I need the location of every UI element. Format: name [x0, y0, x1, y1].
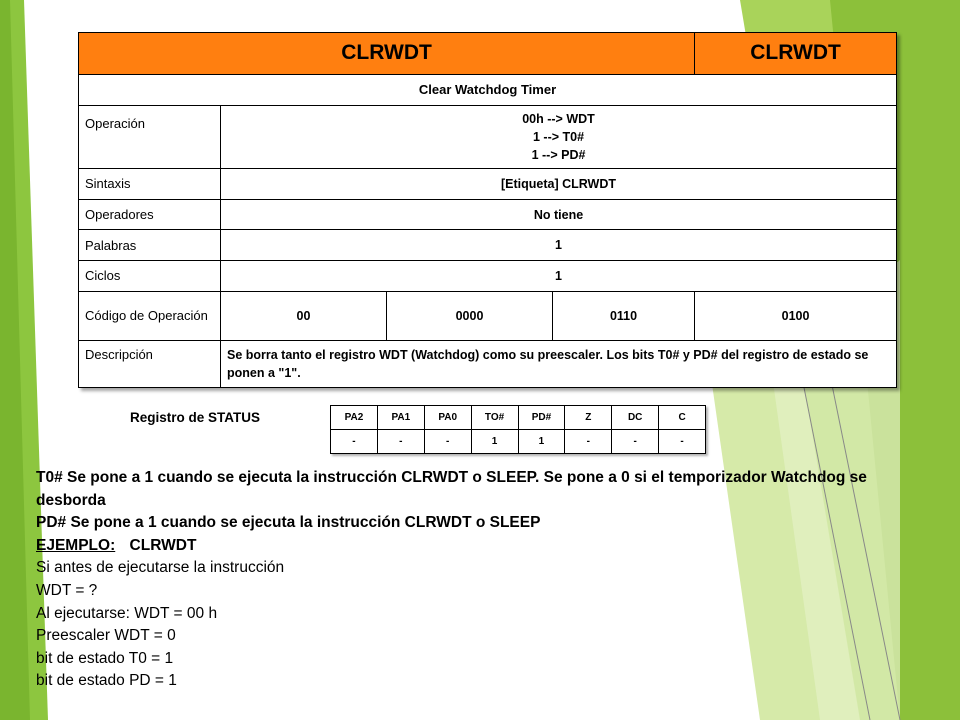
- pd-explanation: PD# Se pone a 1 cuando se ejecuta la instrucción CLRWDT o SLEEP: [36, 514, 541, 532]
- status-values-row: [331, 430, 706, 454]
- example-step: Preescaler WDT = 0: [36, 627, 176, 645]
- row-palabras: [79, 230, 897, 261]
- row-sintaxis: [79, 169, 897, 200]
- codigo-value-3: 0110: [553, 291, 695, 340]
- header-left: CLRWDT: [79, 33, 695, 75]
- status-bit-value: -: [377, 430, 424, 454]
- label-palabras: Palabras: [79, 230, 221, 261]
- operacion-line-3: 1 --> PD#: [531, 147, 586, 162]
- row-codigo: [79, 291, 897, 340]
- status-bit-value: 1: [518, 430, 565, 454]
- row-operacion: [79, 105, 897, 168]
- t0-explanation: T0# Se pone a 1 cuando se ejecuta la instrucción CLRWDT o SLEEP. Se pone a 0 si el temporizador Watchdog se desborda: [36, 469, 867, 509]
- row-operadores: [79, 199, 897, 230]
- value-sintaxis: [Etiqueta] CLRWDT: [221, 169, 897, 200]
- row-descripcion: [79, 340, 897, 387]
- example-step: Si antes de ejecutarse la instrucción: [36, 559, 285, 577]
- status-bit-name: TO#: [471, 406, 518, 430]
- table-subtitle: Clear Watchdog Timer: [79, 74, 897, 105]
- status-bit-name: C: [659, 406, 706, 430]
- example-line: [36, 535, 926, 558]
- operacion-line-1: 00h --> WDT: [522, 111, 595, 126]
- status-bit-name: PA0: [424, 406, 471, 430]
- example-step: WDT = ?: [36, 581, 98, 599]
- value-descripcion: Se borra tanto el registro WDT (Watchdog) como su preescaler. Los bits T0# y PD# del registro de estado se ponen a "1".: [221, 340, 897, 387]
- status-bits-row: [331, 406, 706, 430]
- value-palabras: 1: [221, 230, 897, 261]
- label-sintaxis: Sintaxis: [79, 169, 221, 200]
- status-bit-value: 1: [471, 430, 518, 454]
- status-bit-value: -: [612, 430, 659, 454]
- value-operadores: No tiene: [221, 199, 897, 230]
- example-step: bit de estado T0 = 1: [36, 649, 174, 667]
- value-operacion: [221, 105, 897, 168]
- status-register-label: Registro de STATUS: [130, 410, 261, 425]
- table-header-row: [79, 33, 897, 75]
- label-operadores: Operadores: [79, 199, 221, 230]
- codigo-value-1: 00: [221, 291, 387, 340]
- row-ciclos: [79, 261, 897, 292]
- status-bit-name: PA1: [377, 406, 424, 430]
- label-ciclos: Ciclos: [79, 261, 221, 292]
- header-right: CLRWDT: [695, 33, 897, 75]
- status-bit-name: PA2: [331, 406, 378, 430]
- codigo-value-4: 0100: [695, 291, 897, 340]
- status-bit-value: -: [424, 430, 471, 454]
- example-step: Al ejecutarse: WDT = 00 h: [36, 604, 218, 622]
- example-value: CLRWDT: [129, 536, 197, 554]
- status-bit-value: -: [659, 430, 706, 454]
- status-bit-name: Z: [565, 406, 612, 430]
- explanation-text: [36, 467, 926, 693]
- label-operacion: Operación: [79, 105, 221, 168]
- status-bit-value: -: [331, 430, 378, 454]
- status-register-table: [330, 405, 706, 454]
- operacion-line-2: 1 --> T0#: [532, 129, 585, 144]
- status-bit-name: PD#: [518, 406, 565, 430]
- example-step: bit de estado PD = 1: [36, 672, 177, 690]
- codigo-value-2: 0000: [387, 291, 553, 340]
- subtitle-row: [79, 74, 897, 105]
- instruction-table: [78, 32, 897, 388]
- status-bit-value: -: [565, 430, 612, 454]
- label-descripcion: Descripción: [79, 340, 221, 387]
- status-bit-name: DC: [612, 406, 659, 430]
- example-label: EJEMPLO:: [36, 536, 116, 554]
- label-codigo: Código de Operación: [79, 291, 221, 340]
- value-ciclos: 1: [221, 261, 897, 292]
